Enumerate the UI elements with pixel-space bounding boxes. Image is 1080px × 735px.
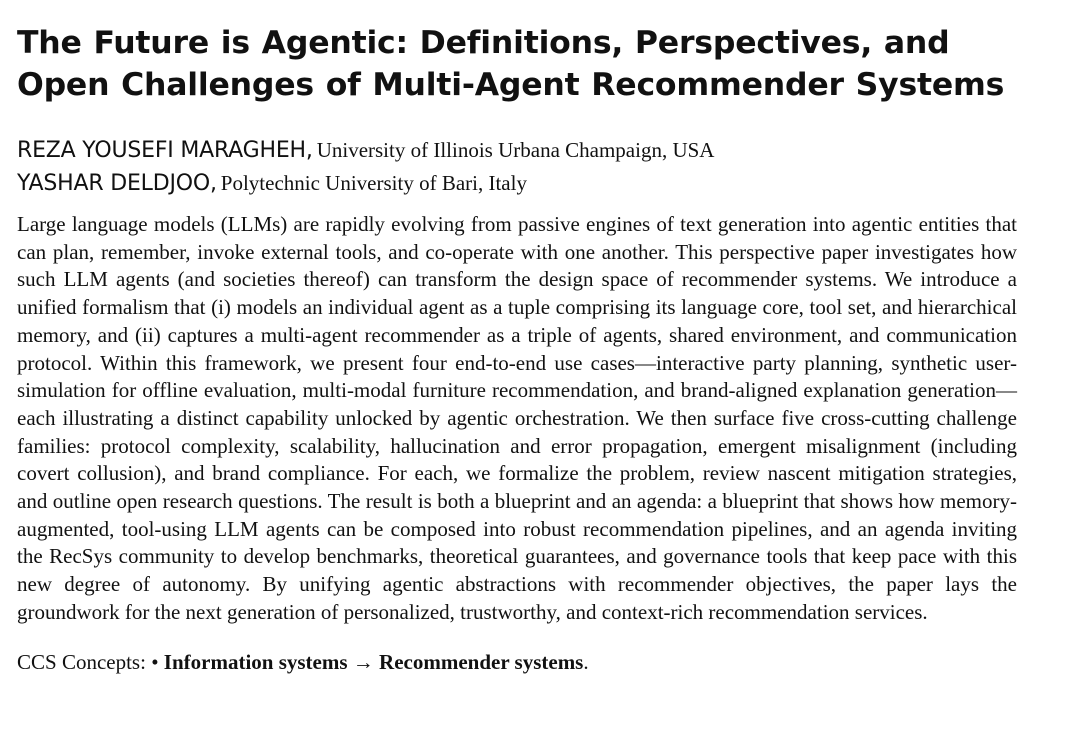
ccs-arrow: → (352, 649, 374, 674)
author-name: REZA YOUSEFI MARAGHEH (17, 138, 306, 163)
ccs-end: . (583, 649, 589, 674)
ccs-subconcept: Recommender systems (379, 649, 584, 674)
author-affiliation: University of Illinois Urbana Champaign, USA (316, 138, 715, 162)
abstract: Large language models (LLMs) are rapidly evolving from passive engines of text generation into agentic entities that can plan, remember, invoke external tools, and co-operate with one another. This perspective paper investigates how such LLM agents (and societies thereof) can transform the design space of recommender systems. We introduce a unified formalism that (i) models an individual agent as a tuple comprising its language core, tool set, and hierarchical memory, and (ii) captures a multi-agent recommender as a triple of agents, shared environment, and communication protocol. Within this framework, we present four end-to-end use cases—interactive party planning, synthetic user-simulation for offline evaluation, multi-modal furniture recommendation, and brand-aligned explanation generation—each illustrating a distinct capability unlocked by agentic orchestration. We then surface five cross-cutting challenge families: protocol complexity, scalability, hallucination and error propagation, emergent misalignment (including covert collusion), and brand compliance. For each, we formalize the problem, review nascent mitigation strategies, and outline open research questions. The result is both a blueprint and an agenda: a blueprint that shows how memory-augmented, tool-using LLM agents can be composed into robust recommendation pipelines, and an agenda inviting the RecSys community to develop benchmarks, theoretical guarantees, and governance tools that keep pace with this new degree of autonomy. By unifying agentic abstractions with recommender objectives, the paper lays the groundwork for the next generation of personalized, trustworthy, and context-rich recommendation services. (17, 212, 1017, 624)
ccs-label: CCS Concepts: (17, 649, 146, 674)
author-line (17, 167, 1017, 200)
paper-title: The Future is Agentic: Definitions, Perspectives, and Open Challenges of Multi-Agent Recommender Systems (17, 25, 1005, 103)
ccs-concept: Information systems (163, 649, 348, 674)
paper-page (17, 22, 1017, 676)
ccs-bullet: • (151, 649, 159, 674)
author-line (17, 134, 1017, 167)
author-affiliation: Polytechnic University of Bari, Italy (220, 171, 527, 195)
author-name: YASHAR DELDJOO (17, 171, 210, 196)
author-separator: , (209, 171, 217, 196)
author-separator: , (305, 138, 313, 163)
ccs-concepts (17, 648, 1017, 676)
author-block (17, 134, 1017, 200)
